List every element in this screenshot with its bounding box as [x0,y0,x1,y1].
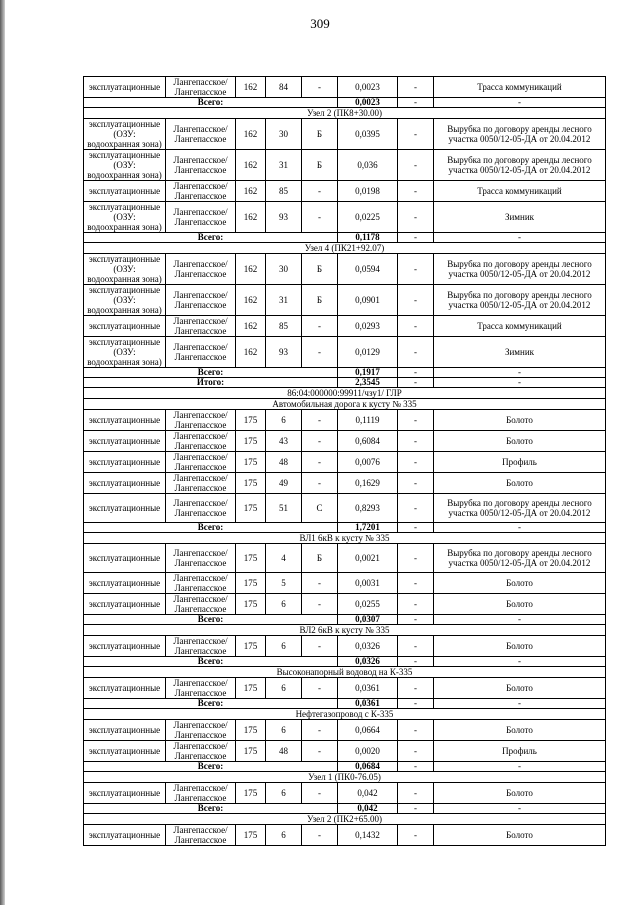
section-title: ВЛ2 6кВ к кусту № 335 [84,625,606,636]
quarter-number: 175 [236,783,266,804]
section-title: Узел 2 (ПК2+65.00) [84,814,606,825]
section-number: 6 [266,636,302,657]
total-label: Всего: [84,523,338,533]
purpose-text: Болото [434,594,606,615]
quarter-number: 162 [236,119,266,150]
land-category: эксплуатационные [84,544,166,573]
table-row [84,202,606,233]
area-value: 0,0021 [338,544,398,573]
land-category: эксплуатационные [84,77,166,98]
total-row [84,523,606,533]
total-dash-2: - [434,98,606,108]
total-dash-2: - [434,523,606,533]
area-value: 0,0076 [338,452,398,473]
plot-letter: Б [302,150,338,181]
table-row [84,150,606,181]
purpose-text: Трасса коммуникаций [434,316,606,337]
table-row [84,337,606,368]
table-row [84,119,606,150]
plot-letter: Б [302,544,338,573]
quarter-number: 175 [236,636,266,657]
land-category: эксплуатационные [84,181,166,202]
total-label: Всего: [84,762,338,772]
quarter-number: 162 [236,202,266,233]
total-label: Всего: [84,368,338,378]
forestry-name: Лангепасское/ Лангепасское [166,337,236,368]
land-category: эксплуатационные [84,783,166,804]
quarter-number: 175 [236,410,266,431]
table-row [84,452,606,473]
section-number: 84 [266,77,302,98]
table-row [84,720,606,741]
section-number: 6 [266,594,302,615]
land-category: эксплуатационные [84,720,166,741]
land-category: эксплуатационные (ОЗУ: водоохранная зона) [84,202,166,233]
cadastral-header [84,388,606,399]
table-row [84,741,606,762]
table-row [84,254,606,285]
land-category: эксплуатационные [84,473,166,494]
area-value: 0,1629 [338,473,398,494]
quarter-number: 162 [236,77,266,98]
forestry-name: Лангепасское/ Лангепасское [166,636,236,657]
total-dash-1: - [398,762,434,772]
forestry-name: Лангепасское/ Лангепасское [166,678,236,699]
zone-dash: - [398,150,434,181]
scan-edge [0,0,5,905]
quarter-number: 162 [236,254,266,285]
land-category: эксплуатационные [84,594,166,615]
section-title: ВЛ1 6кВ к кусту № 335 [84,533,606,544]
zone-dash: - [398,202,434,233]
forestry-name: Лангепасское/ Лангепасское [166,202,236,233]
zone-dash: - [398,544,434,573]
forestry-name: Лангепасское/ Лангепасское [166,285,236,316]
section-number: 85 [266,181,302,202]
zone-dash: - [398,452,434,473]
area-value: 0,0293 [338,316,398,337]
land-category: эксплуатационные [84,410,166,431]
plot-letter: С [302,494,338,523]
table-row [84,410,606,431]
quarter-number: 175 [236,825,266,846]
forestry-name: Лангепасское/ Лангепасское [166,119,236,150]
section-number: 93 [266,337,302,368]
total-dash-1: - [398,523,434,533]
purpose-text: Болото [434,431,606,452]
area-value: 0,1119 [338,410,398,431]
plot-letter: - [302,636,338,657]
land-category: эксплуатационные (ОЗУ: водоохранная зона) [84,119,166,150]
forestry-name: Лангепасское/ Лангепасское [166,473,236,494]
table-row [84,473,606,494]
forestry-name: Лангепасское/ Лангепасское [166,594,236,615]
zone-dash: - [398,473,434,494]
section-title: Автомобильная дорога к кусту № 335 [84,399,606,410]
zone-dash: - [398,573,434,594]
purpose-text: Болото [434,636,606,657]
cadastral-header-title: 86:04:000000:99911/чзу1/ ГЛР [84,388,606,399]
land-category: эксплуатационные [84,431,166,452]
table-row [84,594,606,615]
purpose-text: Болото [434,825,606,846]
total-dash-2: - [434,804,606,814]
land-category: эксплуатационные [84,573,166,594]
table-row [84,431,606,452]
section [84,709,606,720]
quarter-number: 175 [236,741,266,762]
section-number: 43 [266,431,302,452]
purpose-text: Болото [434,720,606,741]
plot-letter: - [302,825,338,846]
table-row [84,544,606,573]
total-label: Всего: [84,804,338,814]
total-row [84,762,606,772]
forestry-name: Лангепасское/ Лангепасское [166,544,236,573]
plot-letter: - [302,452,338,473]
forestry-name: Лангепасское/ Лангепасское [166,410,236,431]
total-row [84,233,606,243]
plot-letter: - [302,720,338,741]
table-row [84,636,606,657]
purpose-text: Вырубка по договору аренды лесного участка 0050/12-05-ДА от 20.04.2012 [434,119,606,150]
total-value: 1,7201 [338,523,398,533]
section-title: Высоконапорный водовод на К-335 [84,667,606,678]
forestry-name: Лангепасское/ Лангепасское [166,431,236,452]
zone-dash: - [398,494,434,523]
area-value: 0,042 [338,783,398,804]
total-dash-2: - [434,233,606,243]
total-value: 0,042 [338,804,398,814]
section [84,625,606,636]
plot-letter: - [302,783,338,804]
area-value: 0,0361 [338,678,398,699]
table-row [84,573,606,594]
land-category: эксплуатационные [84,452,166,473]
section-number: 48 [266,741,302,762]
quarter-number: 175 [236,594,266,615]
purpose-text: Трасса коммуникаций [434,181,606,202]
quarter-number: 162 [236,337,266,368]
zone-dash: - [398,431,434,452]
total-dash-2: - [434,657,606,667]
purpose-text: Вырубка по договору аренды лесного участка 0050/12-05-ДА от 20.04.2012 [434,544,606,573]
plot-letter: - [302,573,338,594]
forestry-name: Лангепасское/ Лангепасское [166,150,236,181]
plot-letter: Б [302,119,338,150]
forestry-name: Лангепасское/ Лангепасское [166,825,236,846]
table-row [84,783,606,804]
total-label: Всего: [84,615,338,625]
plot-letter: - [302,431,338,452]
land-category: эксплуатационные (ОЗУ: водоохранная зона) [84,150,166,181]
section-number: 4 [266,544,302,573]
total-value: 0,0023 [338,98,398,108]
purpose-text: Болото [434,473,606,494]
section-number: 6 [266,410,302,431]
zone-dash: - [398,77,434,98]
area-value: 0,0129 [338,337,398,368]
total-dash-1: - [398,233,434,243]
section-number: 6 [266,678,302,699]
section-number: 6 [266,783,302,804]
total-dash-1: - [398,615,434,625]
area-value: 0,1432 [338,825,398,846]
total-label: Всего: [84,699,338,709]
section-title: Нефтегазопровод с К-335 [84,709,606,720]
table-row [84,285,606,316]
total-dash-1: - [398,368,434,378]
quarter-number: 175 [236,720,266,741]
section-number: 48 [266,452,302,473]
section [84,814,606,825]
section [84,108,606,119]
forestry-name: Лангепасское/ Лангепасское [166,573,236,594]
area-value: 0,0198 [338,181,398,202]
land-category: эксплуатационные [84,494,166,523]
total-dash-1: - [398,699,434,709]
zone-dash: - [398,594,434,615]
total-dash-1: - [398,378,434,388]
area-value: 0,0255 [338,594,398,615]
total-label: Всего: [84,233,338,243]
quarter-number: 175 [236,573,266,594]
purpose-text: Болото [434,783,606,804]
section-number: 85 [266,316,302,337]
section-title: Узел 2 (ПК8+30.00) [84,108,606,119]
forestry-name: Лангепасское/ Лангепасское [166,783,236,804]
purpose-text: Профиль [434,741,606,762]
quarter-number: 175 [236,494,266,523]
plot-letter: - [302,181,338,202]
total-label: Всего: [84,657,338,667]
total-row [84,804,606,814]
plot-letter: - [302,202,338,233]
forestry-name: Лангепасское/ Лангепасское [166,452,236,473]
table-row [84,77,606,98]
page-number: 309 [310,16,330,31]
section-number: 93 [266,202,302,233]
plot-letter: - [302,77,338,98]
table-row [84,316,606,337]
area-value: 0,8293 [338,494,398,523]
zone-dash: - [398,636,434,657]
area-value: 0,0395 [338,119,398,150]
plot-letter: - [302,410,338,431]
area-value: 0,0901 [338,285,398,316]
quarter-number: 175 [236,452,266,473]
section-number: 51 [266,494,302,523]
total-row [84,615,606,625]
total-row [84,699,606,709]
total-dash-2: - [434,615,606,625]
section-number: 30 [266,254,302,285]
quarter-number: 175 [236,544,266,573]
forest-plot-table [83,76,606,846]
table-row [84,181,606,202]
zone-dash: - [398,410,434,431]
area-value: 0,036 [338,150,398,181]
total-value: 0,0307 [338,615,398,625]
section-number: 6 [266,825,302,846]
section [84,399,606,410]
plot-letter: - [302,678,338,699]
section-number: 49 [266,473,302,494]
zone-dash: - [398,316,434,337]
quarter-number: 162 [236,181,266,202]
plot-letter: Б [302,285,338,316]
purpose-text: Вырубка по договору аренды лесного участка 0050/12-05-ДА от 20.04.2012 [434,150,606,181]
section-number: 30 [266,119,302,150]
quarter-number: 162 [236,150,266,181]
total-value: 0,1917 [338,368,398,378]
purpose-text: Трасса коммуникаций [434,77,606,98]
section [84,243,606,254]
total-value: 0,1178 [338,233,398,243]
forestry-name: Лангепасское/ Лангепасское [166,720,236,741]
purpose-text: Зимник [434,202,606,233]
zone-dash: - [398,181,434,202]
zone-dash: - [398,720,434,741]
section [84,772,606,783]
total-row [84,657,606,667]
purpose-text: Болото [434,410,606,431]
total-row [84,98,606,108]
table-row [84,494,606,523]
purpose-text: Зимник [434,337,606,368]
purpose-text: Вырубка по договору аренды лесного участка 0050/12-05-ДА от 20.04.2012 [434,254,606,285]
total-dash-1: - [398,804,434,814]
zone-dash: - [398,678,434,699]
area-value: 0,6084 [338,431,398,452]
total-value: 0,0326 [338,657,398,667]
land-category: эксплуатационные (ОЗУ: водоохранная зона) [84,285,166,316]
purpose-text: Вырубка по договору аренды лесного участка 0050/12-05-ДА от 20.04.2012 [434,285,606,316]
total-value: 0,0361 [338,699,398,709]
area-value: 0,0020 [338,741,398,762]
zone-dash: - [398,254,434,285]
section-number: 6 [266,720,302,741]
section-number: 5 [266,573,302,594]
table-row [84,825,606,846]
section-number: 31 [266,285,302,316]
total-value: 0,0684 [338,762,398,772]
land-category: эксплуатационные [84,316,166,337]
total-dash-1: - [398,98,434,108]
zone-dash: - [398,337,434,368]
land-category: эксплуатационные [84,678,166,699]
area-value: 0,0023 [338,77,398,98]
plot-letter: - [302,316,338,337]
forestry-name: Лангепасское/ Лангепасское [166,741,236,762]
land-category: эксплуатационные [84,825,166,846]
forestry-name: Лангепасское/ Лангепасское [166,77,236,98]
total-row [84,378,606,388]
area-value: 0,0664 [338,720,398,741]
plot-letter: - [302,337,338,368]
total-dash-1: - [398,657,434,667]
land-category: эксплуатационные [84,636,166,657]
quarter-number: 162 [236,316,266,337]
plot-letter: - [302,741,338,762]
total-row [84,368,606,378]
zone-dash: - [398,783,434,804]
zone-dash: - [398,285,434,316]
purpose-text: Болото [434,678,606,699]
purpose-text: Вырубка по договору аренды лесного участка 0050/12-05-ДА от 20.04.2012 [434,494,606,523]
section-title: Узел 4 (ПК21+92.07) [84,243,606,254]
purpose-text: Болото [434,573,606,594]
table-row [84,678,606,699]
total-value: 2,3545 [338,378,398,388]
area-value: 0,0225 [338,202,398,233]
total-dash-2: - [434,762,606,772]
total-dash-2: - [434,368,606,378]
land-category: эксплуатационные (ОЗУ: водоохранная зона) [84,254,166,285]
area-value: 0,0031 [338,573,398,594]
zone-dash: - [398,119,434,150]
forestry-name: Лангепасское/ Лангепасское [166,494,236,523]
section-title: Узел 1 (ПК0-76.05) [84,772,606,783]
zone-dash: - [398,741,434,762]
total-dash-2: - [434,378,606,388]
forestry-name: Лангепасское/ Лангепасское [166,181,236,202]
zone-dash: - [398,825,434,846]
total-dash-2: - [434,699,606,709]
forestry-name: Лангепасское/ Лангепасское [166,316,236,337]
section [84,533,606,544]
area-value: 0,0326 [338,636,398,657]
purpose-text: Профиль [434,452,606,473]
total-label: Итого: [84,378,338,388]
quarter-number: 162 [236,285,266,316]
total-label: Всего: [84,98,338,108]
quarter-number: 175 [236,473,266,494]
plot-letter: Б [302,254,338,285]
section-number: 31 [266,150,302,181]
forestry-name: Лангепасское/ Лангепасское [166,254,236,285]
quarter-number: 175 [236,431,266,452]
land-category: эксплуатационные [84,741,166,762]
area-value: 0,0594 [338,254,398,285]
quarter-number: 175 [236,678,266,699]
section [84,667,606,678]
plot-letter: - [302,594,338,615]
plot-letter: - [302,473,338,494]
land-category: эксплуатационные (ОЗУ: водоохранная зона) [84,337,166,368]
